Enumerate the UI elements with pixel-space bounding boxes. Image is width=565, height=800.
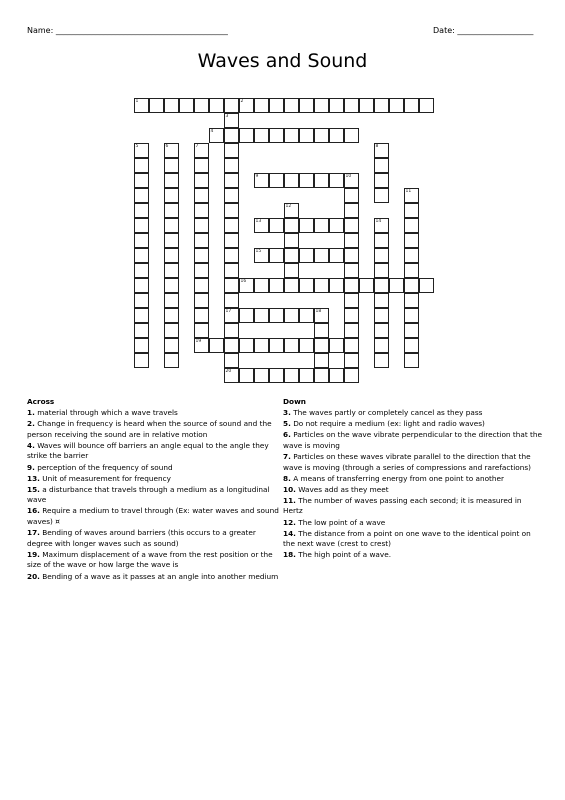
grid-cell[interactable] [134,338,149,353]
grid-cell[interactable] [224,263,239,278]
clue-text: a disturbance that travels through a medium as a longitudinal wave [27,484,270,505]
grid-cell[interactable] [164,263,179,278]
grid-cell[interactable] [194,188,209,203]
clue-text: The high point of a wave. [298,550,392,560]
grid-cell[interactable] [374,248,389,263]
grid-cell[interactable] [209,338,224,353]
clue-number: 8. [283,473,291,483]
grid-cell[interactable] [374,293,389,308]
grid-cell[interactable] [224,203,239,218]
clue-text: Waves will bounce off barriers an angle equal to the angle they strike the barrier [27,440,269,461]
grid-cell[interactable] [404,278,419,293]
clue-text: The number of waves passing each second; it is measured in Hertz [283,495,522,516]
grid-cell[interactable] [194,203,209,218]
grid-cell[interactable] [269,248,284,263]
clue-number-label: 12 [285,204,292,209]
across-clue [27,408,279,419]
grid-cell[interactable] [224,323,239,338]
grid-cell[interactable] [344,128,359,143]
clue-text: material through which a wave travels [37,408,178,418]
grid-cell[interactable] [374,278,389,293]
grid-cell[interactable] [194,248,209,263]
grid-cell[interactable] [299,308,314,323]
grid-cell[interactable] [224,233,239,248]
grid-cell[interactable] [329,368,344,383]
clue-text: perception of the frequency of sound [37,462,173,472]
grid-cell[interactable] [329,218,344,233]
grid-cell[interactable] [359,98,374,113]
grid-cell[interactable] [314,248,329,263]
name-field[interactable]: Name: ___________________________________________ [27,26,228,35]
grid-cell[interactable] [134,353,149,368]
clue-number-label: 1 [135,99,139,104]
clue-number-label: 10 [345,174,352,179]
clue-number-label: 11 [405,189,412,194]
grid-cell[interactable] [404,233,419,248]
down-clue [283,529,543,550]
clue-number-label: 14 [375,219,382,224]
grid-cell[interactable] [164,323,179,338]
across-clue [27,485,279,506]
grid-cell[interactable] [239,338,254,353]
grid-cell[interactable] [299,218,314,233]
grid-cell[interactable] [164,248,179,263]
grid-cell[interactable] [149,98,164,113]
grid-cell[interactable] [254,128,269,143]
grid-cell[interactable] [404,203,419,218]
grid-cell[interactable] [134,278,149,293]
grid-cell[interactable] [164,158,179,173]
grid-cell[interactable] [224,338,239,353]
grid-cell[interactable] [314,353,329,368]
grid-cell[interactable] [194,278,209,293]
grid-cell[interactable] [374,188,389,203]
clue-text: A means of transferring energy from one point to another [293,473,505,483]
grid-cell[interactable] [164,188,179,203]
grid-cell[interactable] [299,98,314,113]
clue-text: Bending of a wave as it passes at an angle into another medium [42,571,279,581]
grid-cell[interactable] [269,173,284,188]
grid-cell[interactable] [344,338,359,353]
grid-cell[interactable] [344,353,359,368]
clue-text: Do not require a medium (ex: light and radio waves) [293,419,485,429]
grid-cell[interactable] [404,308,419,323]
grid-cell[interactable] [194,158,209,173]
clue-number: 2. [27,419,35,429]
grid-cell[interactable] [314,278,329,293]
grid-cell[interactable] [224,98,239,113]
down-clue [283,430,543,451]
grid-cell[interactable] [224,173,239,188]
clue-text: Change in frequency is heard when the source of sound and the person receiving the sound are in relative motion [27,419,272,439]
grid-cell[interactable] [194,218,209,233]
clue-number: 18. [283,550,296,560]
grid-cell[interactable] [374,173,389,188]
grid-cell[interactable] [254,368,269,383]
grid-cell[interactable] [314,218,329,233]
grid-cell[interactable] [134,173,149,188]
grid-cell[interactable] [419,98,434,113]
clue-number-label: 19 [195,339,202,344]
grid-cell[interactable] [179,98,194,113]
grid-cell[interactable] [134,293,149,308]
grid-cell[interactable] [284,233,299,248]
grid-cell[interactable] [404,338,419,353]
clue-text: Waves add as they meet [298,484,389,494]
down-clue [283,408,543,419]
grid-cell[interactable] [329,173,344,188]
grid-cell[interactable] [284,248,299,263]
clue-number: 20. [27,571,40,581]
down-clue [283,485,543,496]
grid-cell[interactable] [194,98,209,113]
grid-cell[interactable] [344,293,359,308]
grid-cell[interactable] [254,338,269,353]
clue-text: Particles on these waves vibrate parallel to the direction that the wave is moving (through a series of compressions and rarefactions) [283,451,532,472]
grid-cell[interactable] [314,98,329,113]
grid-cell[interactable] [389,98,404,113]
grid-cell[interactable] [374,158,389,173]
grid-cell[interactable] [374,233,389,248]
grid-cell[interactable] [134,203,149,218]
clue-number-label: 4 [210,129,214,134]
grid-cell[interactable] [164,353,179,368]
grid-cell[interactable] [299,368,314,383]
grid-cell[interactable] [374,353,389,368]
grid-cell[interactable] [194,173,209,188]
grid-cell[interactable] [224,353,239,368]
clue-text: The distance from a point on one wave to the identical point on the next wave (crest to crest) [283,528,531,549]
down-clue [283,550,543,561]
grid-cell[interactable] [284,173,299,188]
grid-cell[interactable] [224,293,239,308]
grid-cell[interactable] [344,278,359,293]
clue-number: 5. [283,419,291,429]
clue-number-label: 2 [240,99,244,104]
grid-cell[interactable] [134,308,149,323]
grid-cell[interactable] [269,308,284,323]
grid-cell[interactable] [134,323,149,338]
grid-cell[interactable] [239,128,254,143]
grid-cell[interactable] [164,293,179,308]
grid-cell[interactable] [344,98,359,113]
grid-cell[interactable] [404,293,419,308]
grid-cell[interactable] [344,218,359,233]
down-clue [283,518,543,529]
across-clue [27,506,279,527]
clue-number: 13. [27,473,40,483]
clue-text: Particles on the wave vibrate perpendicular to the direction that the wave is moving [283,430,542,450]
clue-number: 19. [27,549,40,559]
grid-cell[interactable] [224,143,239,158]
grid-cell[interactable] [344,248,359,263]
down-clues [283,397,543,561]
grid-cell[interactable] [329,98,344,113]
grid-cell[interactable] [314,338,329,353]
clue-number: 12. [283,517,296,527]
grid-cell[interactable] [419,278,434,293]
down-clue [283,452,543,473]
grid-cell[interactable] [164,338,179,353]
page-title: Waves and Sound [197,50,368,72]
clue-number-label: 13 [255,219,262,224]
grid-cell[interactable] [374,263,389,278]
grid-cell[interactable] [389,278,404,293]
grid-cell[interactable] [269,368,284,383]
down-clue [283,474,543,485]
clue-number: 1. [27,408,35,418]
grid-cell[interactable] [314,173,329,188]
grid-cell[interactable] [164,218,179,233]
grid-cell[interactable] [164,173,179,188]
across-clue [27,419,279,440]
grid-cell[interactable] [269,218,284,233]
clue-number-label: 3 [225,114,229,119]
grid-cell[interactable] [344,188,359,203]
grid-cell[interactable] [344,233,359,248]
grid-cell[interactable] [314,323,329,338]
grid-cell[interactable] [329,128,344,143]
clue-number: 14. [283,528,296,538]
grid-cell[interactable] [224,218,239,233]
grid-cell[interactable] [374,338,389,353]
grid-cell[interactable] [284,98,299,113]
clue-number-label: 7 [195,144,199,149]
clue-text: Unit of measurement for frequency [42,473,171,483]
clue-text: The low point of a wave [298,517,386,527]
grid-cell[interactable] [194,308,209,323]
grid-cell[interactable] [194,233,209,248]
grid-cell[interactable] [299,128,314,143]
clue-number: 16. [27,506,40,516]
grid-cell[interactable] [164,233,179,248]
grid-cell[interactable] [404,323,419,338]
clue-number-label: 5 [135,144,139,149]
grid-cell[interactable] [164,278,179,293]
grid-cell[interactable] [224,188,239,203]
grid-cell[interactable] [404,218,419,233]
clue-number: 10. [283,484,296,494]
grid-cell[interactable] [404,248,419,263]
clue-number-label: 16 [240,279,247,284]
grid-cell[interactable] [134,188,149,203]
grid-cell[interactable] [269,98,284,113]
grid-cell[interactable] [164,203,179,218]
clue-number-label: 8 [375,144,379,149]
grid-cell[interactable] [284,368,299,383]
grid-cell[interactable] [209,98,224,113]
across-clue [27,474,279,485]
clue-text: Maximum displacement of a wave from the rest position or the size of the wave or how large the wave is [27,549,273,570]
grid-cell[interactable] [284,218,299,233]
clue-number: 3. [283,408,291,418]
clue-number: 11. [283,495,296,505]
clue-number: 7. [283,451,291,461]
clue-number: 9. [27,462,35,472]
grid-cell[interactable] [194,263,209,278]
clue-text: The waves partly or completely cancel as they pass [293,408,483,418]
across-clue [27,528,279,549]
grid-cell[interactable] [344,323,359,338]
grid-cell[interactable] [374,98,389,113]
clue-number: 17. [27,528,40,538]
grid-cell[interactable] [239,308,254,323]
grid-cell[interactable] [344,368,359,383]
grid-cell[interactable] [299,338,314,353]
clue-number: 4. [27,440,35,450]
grid-cell[interactable] [254,98,269,113]
clue-number-label: 9 [255,174,259,179]
grid-cell[interactable] [299,173,314,188]
clue-number: 6. [283,430,291,440]
grid-cell[interactable] [134,248,149,263]
clue-number-label: 20 [225,369,232,374]
grid-cell[interactable] [284,278,299,293]
grid-cell[interactable] [239,368,254,383]
grid-cell[interactable] [164,98,179,113]
clue-text: Require a medium to travel through (Ex: water waves and sound waves) ¤ [27,506,279,527]
grid-cell[interactable] [404,353,419,368]
grid-cell[interactable] [269,338,284,353]
grid-cell[interactable] [284,263,299,278]
across-heading: Across [27,397,55,406]
grid-cell[interactable] [224,128,239,143]
grid-cell[interactable] [194,323,209,338]
grid-cell[interactable] [224,278,239,293]
grid-cell[interactable] [374,308,389,323]
grid-cell[interactable] [194,293,209,308]
grid-cell[interactable] [314,368,329,383]
down-clue [283,419,543,430]
grid-cell[interactable] [134,263,149,278]
grid-cell[interactable] [329,248,344,263]
grid-cell[interactable] [284,338,299,353]
clue-number: 15. [27,484,40,494]
grid-cell[interactable] [404,263,419,278]
clue-text: Bending of waves around barriers (this occurs to a greater degree with longer waves such as sound) [27,528,256,548]
across-clue [27,463,279,474]
grid-cell[interactable] [359,278,374,293]
grid-cell[interactable] [164,308,179,323]
grid-cell[interactable] [314,128,329,143]
grid-cell[interactable] [134,233,149,248]
across-clue [27,572,279,583]
across-clue [27,550,279,571]
clue-number-label: 6 [165,144,169,149]
grid-cell[interactable] [344,203,359,218]
grid-cell[interactable] [344,263,359,278]
grid-cell[interactable] [134,158,149,173]
grid-cell[interactable] [344,308,359,323]
clue-number-label: 18 [315,309,322,314]
down-heading: Down [283,397,307,406]
grid-cell[interactable] [224,158,239,173]
grid-cell[interactable] [284,128,299,143]
grid-cell[interactable] [299,248,314,263]
down-clue [283,496,543,517]
grid-cell[interactable] [404,98,419,113]
grid-cell[interactable] [329,338,344,353]
across-clues [27,397,279,583]
grid-cell[interactable] [269,128,284,143]
grid-cell[interactable] [329,278,344,293]
grid-cell[interactable] [269,278,284,293]
grid-cell[interactable] [284,308,299,323]
grid-cell[interactable] [224,248,239,263]
grid-cell[interactable] [134,218,149,233]
grid-cell[interactable] [374,323,389,338]
grid-cell[interactable] [299,278,314,293]
across-clue [27,441,279,462]
clue-number-label: 17 [225,309,232,314]
grid-cell[interactable] [254,308,269,323]
clue-number-label: 15 [255,249,262,254]
date-field[interactable]: Date: ___________________ [433,26,534,35]
grid-cell[interactable] [254,278,269,293]
